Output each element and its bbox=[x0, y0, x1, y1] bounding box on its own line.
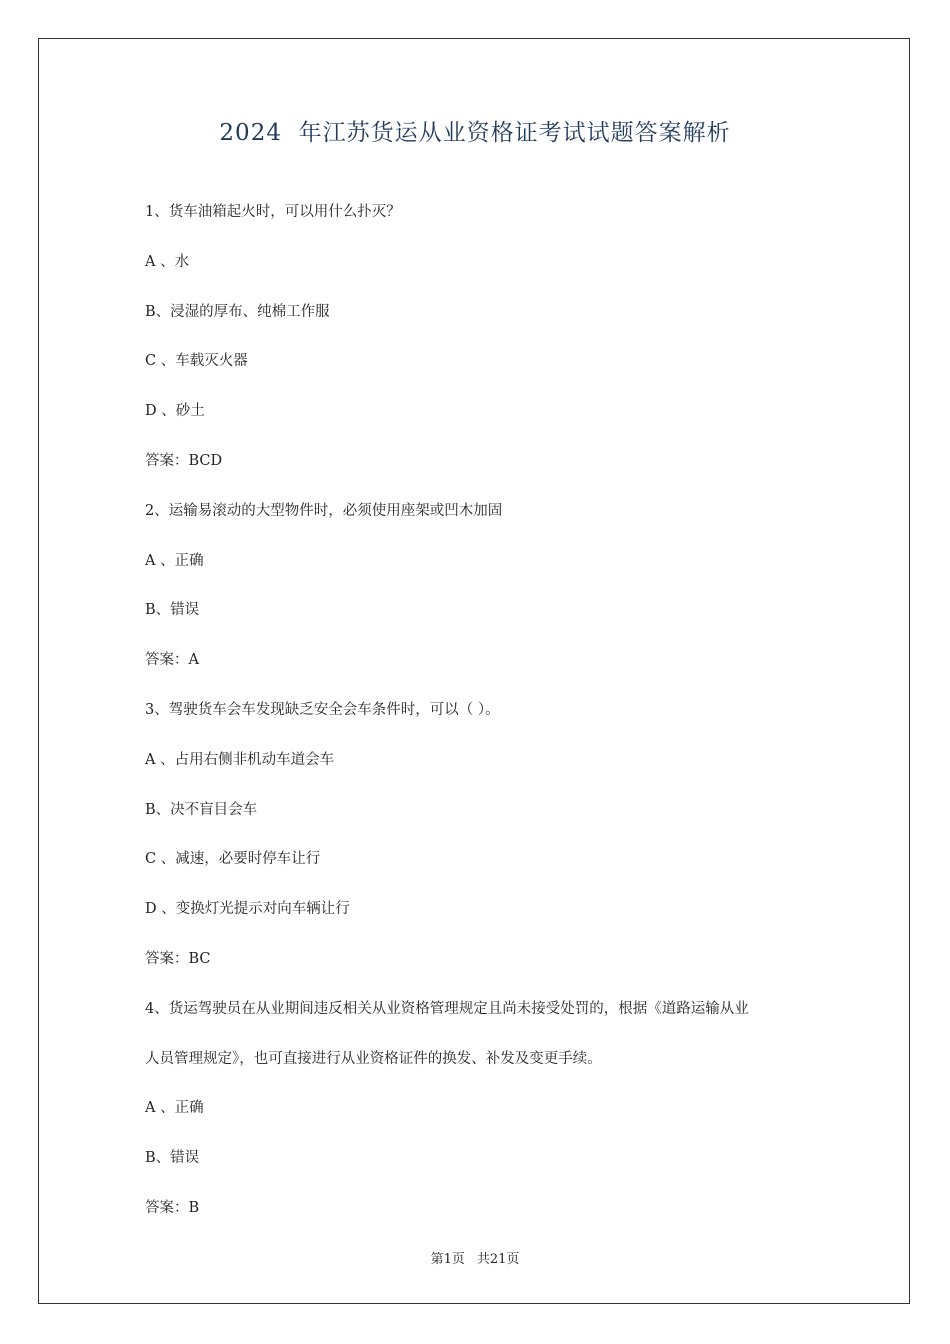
question-1-option-a: A 、水 bbox=[145, 253, 190, 270]
question-1-text: 1、货车油箱起火时，可以用什么扑灭？ bbox=[145, 204, 401, 220]
question-4-answer: 答案：B bbox=[145, 1199, 200, 1216]
question-4-text-line-1: 4、货运驾驶员在从业期间违反相关从业资格管理规定且尚未接受处罚的，根据《道路运输从业 bbox=[145, 1000, 749, 1017]
question-3-option-d: D 、变换灯光提示对向车辆让行 bbox=[145, 901, 350, 918]
question-2-text: 2、运输易滚动的大型物件时，必须使用座架或凹木加固 bbox=[145, 502, 503, 519]
question-4-option-b: B、错误 bbox=[145, 1150, 200, 1167]
question-1-option-b: B、浸湿的厚布、纯棉工作服 bbox=[145, 303, 330, 320]
question-2-option-a: A 、正确 bbox=[145, 552, 204, 569]
page-footer bbox=[0, 1248, 950, 1267]
question-2-option-b: B、错误 bbox=[145, 602, 200, 619]
question-3-option-b: B、决不盲目会车 bbox=[145, 801, 258, 818]
page-number: 第1页 bbox=[430, 1252, 465, 1267]
question-3-answer: 答案：BC bbox=[145, 950, 211, 967]
page-total: 共21页 bbox=[476, 1252, 520, 1267]
question-3-option-a: A 、占用右侧非机动车道会车 bbox=[145, 751, 335, 768]
document-body bbox=[145, 200, 825, 1246]
question-1-option-d: D 、砂土 bbox=[145, 403, 205, 420]
question-4-text-line-2: 人员管理规定》，也可直接进行从业资格证件的换发、补发及变更手续。 bbox=[145, 1050, 602, 1067]
question-2-answer: 答案：A bbox=[145, 652, 199, 669]
question-3-option-c: C 、减速，必要时停车让行 bbox=[145, 851, 321, 868]
document-title: 2024 年江苏货运从业资格证考试试题答案解析 bbox=[219, 120, 731, 146]
question-4-option-a: A 、正确 bbox=[145, 1100, 204, 1117]
question-1-option-c: C 、车载灭火器 bbox=[145, 353, 248, 370]
question-1-answer: 答案：BCD bbox=[145, 452, 223, 469]
question-3-text: 3、驾驶货车会车发现缺乏安全会车条件时，可以（ ）。 bbox=[145, 701, 500, 718]
